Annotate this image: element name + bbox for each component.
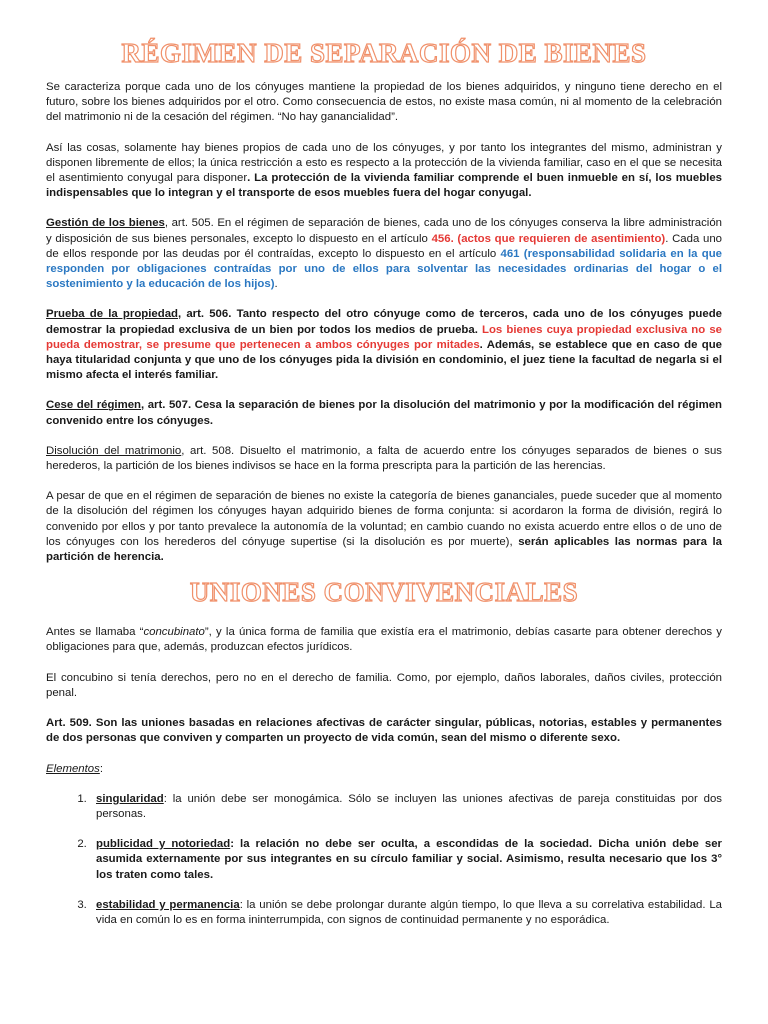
prueba-paragraph: Prueba de la propiedad, art. 506. Tanto respecto del otro cónyuge como de terceros, cada uno de los cónyuges puede demostrar la propiedad exclusiva de un bien por todos los medios de prueba. Los bienes cuya propiedad exclusiva no se pueda demostrar, se presume que pertenecen a ambos cónyuges por mitades. Además, se establece que en caso de que haya titularidad conjunta y que uno de los cónyuges pida la división en condominio, el juez tiene la facultad de negarla si el mismo afecta el interés familiar.: [46, 308, 723, 382]
list-item: 1. singularidad: la unión debe ser monogámica. Sólo se incluyen las uniones afectivas de pareja constituidas por dos personas.: [90, 792, 722, 822]
disolucion-label: Disolución del matrimonio: [46, 444, 182, 457]
list-item: 3. estabilidad y permanencia: la unión se debe prolongar durante algún tiempo, lo que lleva a su correlativa estabilidad. La vida en común lo es en forma ininterrumpida, con signos de continuidad permanente y no esporádica.: [90, 898, 722, 928]
section-title-uniones: UNIONES CONVIVENCIALES: [189, 577, 579, 608]
article-509-paragraph: Art. 509. Son las uniones basadas en relaciones afectivas de carácter singular, públicas, notorias, estables y permanentes de dos personas que conviven y comparten un proyecto de vida común, sean del mismo o diferente sexo.: [46, 717, 722, 745]
section-title-separacion: RÉGIMEN DE SEPARACIÓN DE BIENES: [121, 38, 647, 68]
gestion-paragraph: Gestión de los bienes, art. 505. En el régimen de separación de bienes, cada uno de los cónyuges conserva la libre administración y disposición de sus bienes personales, excepto lo dispuesto en el artículo 456. (actos que requieren de asentimiento). Cada uno de ellos responde por las deudas por él contraídas, excepto lo dispuesto en el artículo 461 (responsabilidad solidaria en la que responden por obligaciones contraídas por uno de ellos para solventar las necesidades ordinarias del hogar o el sostenimiento y la educación de los hijos).: [46, 217, 723, 291]
disolucion-paragraph: Disolución del matrimonio, art. 508. Disuelto el matrimonio, a falta de acuerdo entre los cónyuges separados de bienes o sus herederos, la partición de los bienes indivisos se hace en la forma prescripta para la partición de las herencias.: [46, 444, 722, 473]
cese-label: Cese del régimen: [46, 399, 142, 412]
presuncion-mitades: Los bienes cuya propiedad exclusiva no se pueda demostrar, se presume que pertenecen a ambos cónyuges por mitades: [46, 323, 723, 351]
bienes-propios-paragraph: Así las cosas, solamente hay bienes propios de cada uno de los cónyuges, y por tanto los integrantes del mismo, administran y disponen libremente de ellos; la única restricción a esto es respecto a la protección de la vivienda familiar, caso en el que se necesita el asentimiento conyugal para disponer. La protección de la vivienda familiar comprende el buen inmueble en sí, los muebles indispensables que lo integran y el transporte de esos muebles fuera del hogar conyugal.: [46, 141, 722, 200]
gestion-label: Gestión de los bienes: [46, 217, 165, 230]
concubinato-paragraph: Antes se llamaba “concubinato”, y la única forma de familia que existía era el matrimonio, debías casarte para obtener derechos y obligaciones para que, además, produzcan efectos jurídicos.: [46, 626, 722, 654]
concubino-paragraph: El concubino si tenía derechos, pero no en el derecho de familia. Como, por ejemplo, daños laborales, daños civiles, protección penal.: [46, 671, 722, 699]
intro-paragraph: Se caracteriza porque cada uno de los cónyuges mantiene la propiedad de los bienes adquiridos, y ninguno tiene derecho en el futuro, sobre los bienes adquiridos por el otro. Como consecuencia de estos, no existe masa común, ni al momento de la celebración del matrimonio ni de la cesación del régimen. “No hay ganancialidad”.: [46, 81, 722, 124]
article-456-reference: 456. (actos que requieren de asentimiento): [431, 232, 666, 245]
elementos-list: [46, 792, 722, 928]
elementos-heading: Elementos:: [46, 762, 103, 775]
particion-paragraph: A pesar de que en el régimen de separación de bienes no existe la categoría de bienes gananciales, puede suceder que al momento de la disolución del régimen los cónyuges hayan adquirido bienes de forma conjunta: si acordaron la forma de división, regirá lo convenido por ellos y por tanto prevalece la autonomía de la voluntad; en cambio cuando no exista acuerdo entre ellos o de uno de los cónyuges con los herederos del cónyuge supertise (si la disolución es por muerte), serán aplicables las normas para la partición de herencia.: [46, 490, 722, 564]
cese-paragraph: Cese del régimen, art. 507. Cesa la separación de bienes por la disolución del matrimonio y por la modificación del régimen convenido entre los cónyuges.: [46, 399, 722, 427]
article-461-reference: 461 (responsabilidad solidaria en la que responden por obligaciones contraídas por uno de ellos para solventar las necesidades ordinarias del hogar o el sostenimiento y la educación de los hijos): [46, 247, 722, 291]
prueba-label: Prueba de la propiedad: [46, 308, 178, 321]
list-item: 2. publicidad y notoriedad: la relación no debe ser oculta, a escondidas de la sociedad. Dicha unión debe ser asumida externamente por sus integrantes en su círculo familiar y social. Asimismo, resulta necesario que los 3° los traten como tales.: [90, 837, 722, 883]
